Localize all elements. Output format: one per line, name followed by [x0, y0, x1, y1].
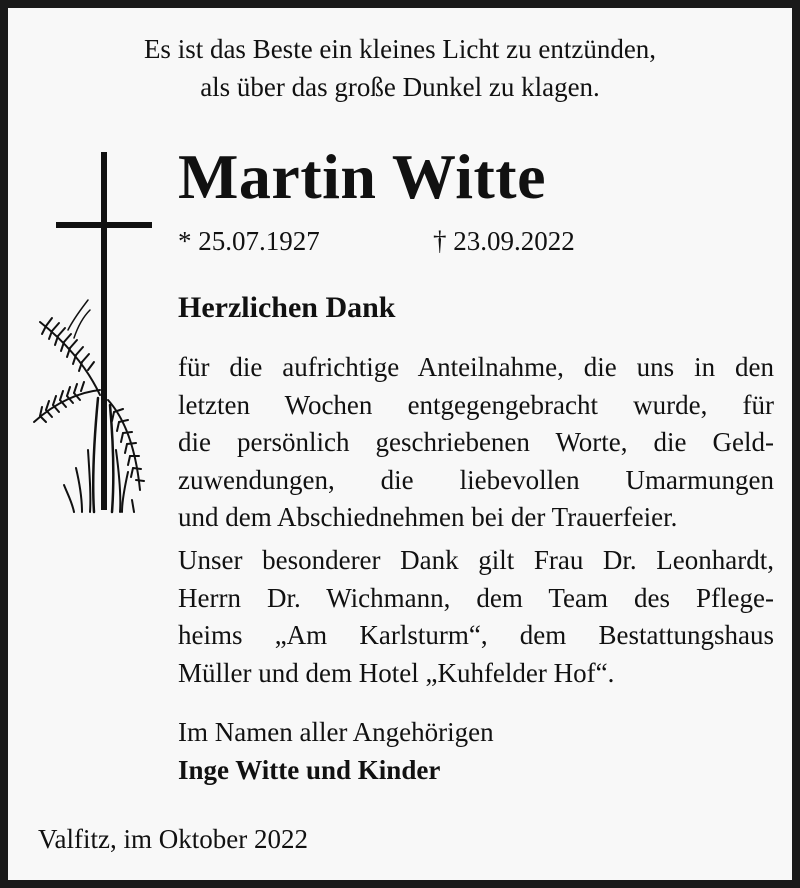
- signature: Inge Witte und Kinder: [178, 754, 441, 785]
- paragraph-line: Herrn Dr. Wichmann, dem Team des Pflege-: [178, 582, 774, 613]
- paragraph-line: letzten Wochen entgegengebracht wurde, für: [178, 389, 774, 420]
- motto-line-2: als über das große Dunkel zu klagen.: [200, 72, 600, 102]
- motto-quote: [8, 30, 792, 106]
- death-date: † 23.09.2022: [433, 226, 575, 256]
- thanks-paragraph-2: [178, 542, 774, 692]
- paragraph-line: Unser besonderer Dank gilt Frau Dr. Leonhardt,: [178, 545, 774, 575]
- closing-line: Im Namen aller Angehörigen: [178, 717, 494, 747]
- thanks-heading: Herzlichen Dank: [178, 291, 396, 324]
- paragraph-line: und dem Abschiednehmen bei der Trauerfeier.: [178, 502, 678, 532]
- paragraph-line: die persönlich geschriebenen Worte, die Geld-: [178, 427, 774, 457]
- place-date: Valfitz, im Oktober 2022: [38, 824, 308, 854]
- paragraph-line: zuwendungen, die liebevollen Umarmungen: [178, 464, 774, 495]
- paragraph-line: heims „Am Karlsturm“, dem Bestattungshaus: [178, 620, 774, 650]
- thanks-paragraph-1: [178, 349, 774, 537]
- deceased-name: Martin Witte: [178, 141, 546, 212]
- motto-line-1: Es ist das Beste ein kleines Licht zu entzünden,: [143, 34, 657, 64]
- birth-date: * 25.07.1927: [178, 226, 320, 256]
- closing-block: [178, 714, 494, 789]
- cross-with-wheat-icon: [28, 150, 158, 520]
- paragraph-line: für die aufrichtige Anteilnahme, die uns in den: [178, 352, 774, 382]
- paragraph-line: Müller und dem Hotel „Kuhfelder Hof“.: [178, 657, 615, 688]
